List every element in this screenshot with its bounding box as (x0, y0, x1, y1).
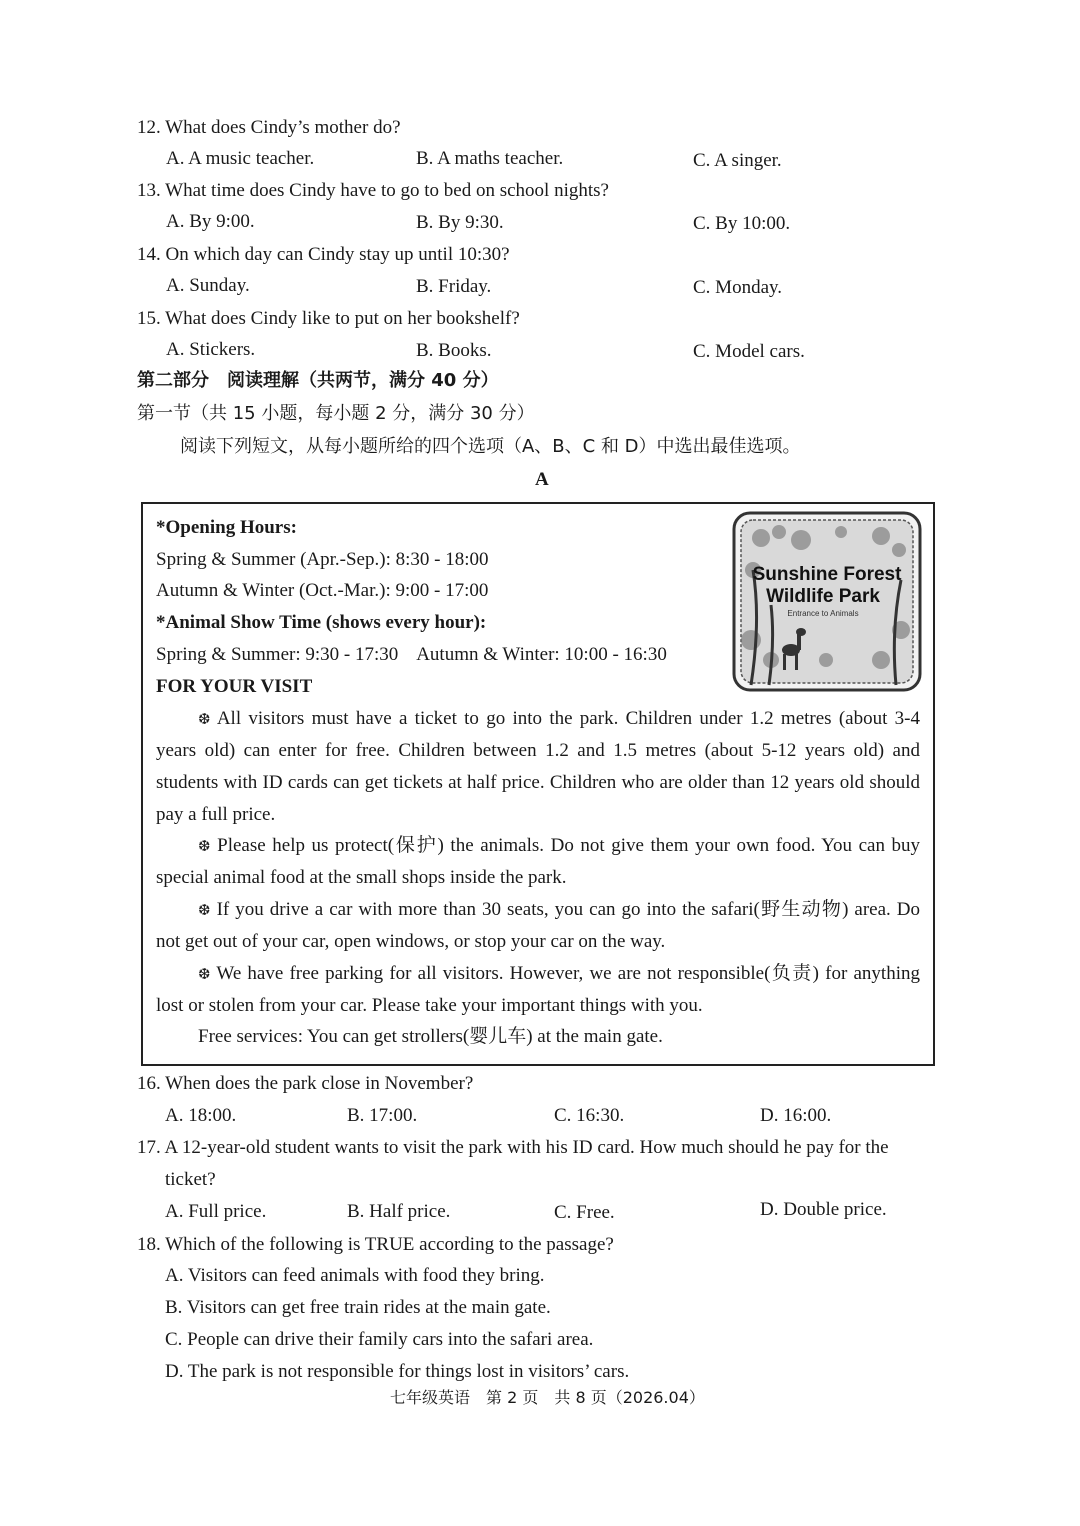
park-logo (731, 510, 923, 693)
option-d: D. The park is not responsible for things lost in visitors’ cars. (165, 1361, 630, 1382)
option-a: A. By 9:00. (166, 211, 255, 232)
notice-paragraph-4: ❆ We have free parking for all visitors. However, we are not responsible(负责) for anything lost or stolen from your car. Please take your important things with you. (156, 963, 920, 1016)
option-a: A. Sunday. (166, 275, 250, 296)
option-c: C. People can drive their family cars into the safari area. (165, 1329, 594, 1350)
option-c: C. By 10:00. (693, 213, 791, 234)
question-text: 13. What time does Cindy have to go to bed on school nights? (137, 180, 609, 201)
option-b: B. A maths teacher. (416, 148, 564, 169)
option-b: B. 17:00. (347, 1105, 418, 1126)
option-c: C. 16:30. (554, 1105, 625, 1126)
opening-hours-title: *Opening Hours: (156, 517, 297, 538)
question-text: 14. On which day can Cindy stay up until 10:30? (137, 244, 510, 265)
option-a: A. Stickers. (166, 339, 256, 360)
question-text: 15. What does Cindy like to put on her bookshelf? (137, 308, 520, 329)
logo-subtitle: Entrance to Animals (787, 609, 859, 618)
option-c: C. Free. (554, 1202, 615, 1223)
section-subtitle: 第一节（共 15 小题，每小题 2 分，满分 30 分） (137, 403, 535, 424)
question-text: 17. A 12-year-old student wants to visit the park with his ID card. How much should he pay for the (137, 1137, 889, 1158)
question-text: 16. When does the park close in November? (137, 1073, 474, 1094)
option-b: B. Books. (416, 340, 492, 361)
option-d: D. Double price. (760, 1199, 887, 1220)
visit-title: FOR YOUR VISIT (156, 676, 313, 697)
option-b: B. Half price. (347, 1201, 451, 1222)
option-b: B. By 9:30. (416, 212, 504, 233)
show-time-title: *Animal Show Time (shows every hour): (156, 612, 487, 633)
part-title: 第二部分 阅读理解（共两节，满分 40 分） (137, 370, 499, 391)
notice-paragraph-1: ❆ All visitors must have a ticket to go into the park. Children under 1.2 metres (about 3-4 years old) can enter for free. Children between 1.2 and 1.5 metres (about 5-12 years old) and students with ID cards can get tickets at half price. Children who are older than 12 years old should pay a full price. (156, 708, 920, 825)
option-a: A. Full price. (165, 1201, 267, 1222)
option-a: A. A music teacher. (166, 148, 315, 169)
question-text: 12. What does Cindy’s mother do? (137, 117, 401, 138)
page-footer: 七年级英语 第 2 页 共 8 页（2026.04） (390, 1388, 705, 1407)
logo-title-line2: Wildlife Park (766, 586, 880, 607)
opening-autumn: Autumn & Winter (Oct.-Mar.): 9:00 - 17:00 (156, 580, 489, 601)
snowflake-icon: ❆ (198, 901, 211, 919)
option-a: A. 18:00. (165, 1105, 237, 1126)
logo-title-line1: Sunshine Forest (752, 564, 902, 585)
notice-paragraph-2: ❆ Please help us protect(保护) the animals. Do not give them your own food. You can buy special animal food at the small shops inside the park. (156, 835, 921, 888)
option-b: B. Friday. (416, 276, 492, 297)
option-d: D. 16:00. (760, 1105, 832, 1126)
option-c: C. Monday. (693, 277, 783, 298)
question-text-continued: ticket? (165, 1169, 216, 1190)
show-times: Spring & Summer: 9:30 - 17:30 Autumn & Winter: 10:00 - 16:30 (156, 644, 667, 665)
snowflake-icon: ❆ (198, 837, 211, 855)
notice-paragraph-3: ❆ If you drive a car with more than 30 seats, you can go into the safari(野生动物) area. Do not get out of your car, open windows, or stop your car on the way. (156, 899, 921, 952)
option-b: B. Visitors can get free train rides at the main gate. (165, 1297, 551, 1318)
option-a: A. Visitors can feed animals with food they bring. (165, 1265, 545, 1286)
instruction: 阅读下列短文，从每小题所给的四个选项（A、B、C 和 D）中选出最佳选项。 (180, 436, 801, 457)
option-c: C. Model cars. (693, 341, 805, 362)
snowflake-icon: ❆ (198, 965, 211, 983)
question-text: 18. Which of the following is TRUE according to the passage? (137, 1234, 614, 1255)
option-c: C. A singer. (693, 150, 782, 171)
passage-label: A (535, 469, 549, 490)
opening-spring: Spring & Summer (Apr.-Sep.): 8:30 - 18:00 (156, 549, 489, 570)
free-services: Free services: You can get strollers(婴儿车) at the main gate. (198, 1026, 663, 1047)
snowflake-icon: ❆ (198, 710, 211, 728)
